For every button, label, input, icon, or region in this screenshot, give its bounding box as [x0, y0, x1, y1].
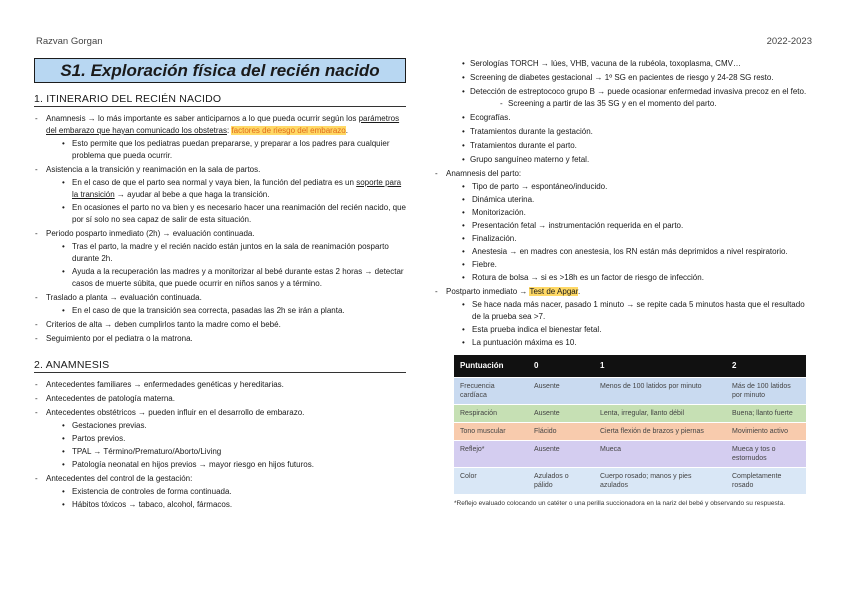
table-cell: Buena; llanto fuerte [726, 405, 806, 423]
sub-list-item: • En ocasiones el parto no va bien y es necesario hacer una reanimación del recién nacido, que por sí solo no sea capaz de salir de esta situación. [46, 202, 406, 226]
list-item-text: → ayudar al bebe a que haga la transición. [114, 190, 270, 199]
table-row [454, 405, 806, 423]
page-title: S1. Exploración física del recién nacido [34, 58, 406, 83]
sub-list-item: • Ayuda a la recuperación las madres y a monitorizar al bebé durante estas 2 horas → detectar casos de muerte súbita, que puede ocurrir en niños sanos y a término. [46, 266, 406, 290]
list-item: • Grupo sanguíneo materno y fetal. [444, 154, 814, 166]
sub-list-item: • Partos previos. [46, 433, 406, 445]
sub-list-item: • La puntuación máxima es 10. [446, 337, 814, 349]
list-item [434, 286, 814, 349]
sub-list-item: • Hábitos tóxicos → tabaco, alcohol, fármacos. [46, 499, 406, 511]
list-item: • Tratamientos durante el parto. [444, 140, 814, 152]
sub-list-item: • Tras el parto, la madre y el recién nacido están juntos en la sala de reanimación posparto durante 2h. [46, 241, 406, 265]
list-item-text: . [345, 126, 348, 135]
list-item: - Criterios de alta → deben cumplirlos tanto la madre como el bebé. [34, 319, 406, 331]
table-header-cell: 0 [528, 355, 594, 378]
sub-list-item: • Gestaciones previas. [46, 420, 406, 432]
sub-list-item: • Monitorización. [446, 207, 814, 219]
list-item-text: Asistencia a la transición y reanimación en la sala de partos. [46, 165, 261, 174]
apgar-table [454, 355, 806, 494]
sub-list-item: • Rotura de bolsa → si es >18h es un factor de riesgo de infección. [446, 272, 814, 284]
list-item-text: . [577, 287, 581, 296]
itinerario-list [34, 113, 406, 345]
table-row [454, 441, 806, 468]
table-cell: Ausente [528, 441, 594, 468]
sub-list-item: • TPAL → Término/Prematuro/Aborto/Living [46, 446, 406, 458]
table-header-cell: 1 [594, 355, 726, 378]
sub-list-item: • En el caso de que la transición sea correcta, pasadas las 2h se irán a planta. [46, 305, 406, 317]
table-cell: Mueca [594, 441, 726, 468]
highlighted-text: Test de Apgar [529, 287, 578, 296]
list-item: - Antecedentes familiares → enfermedades genéticas y hereditarias. [34, 379, 406, 391]
sub-list-item: • Se hace nada más nacer, pasado 1 minuto → se repite cada 5 minutos hasta que el resultado de la prueba sea >7. [446, 299, 814, 323]
list-item [34, 228, 406, 290]
list-item-text: Anamnesis → lo más importante es saber anticiparnos a lo que pueda ocurrir según los [46, 114, 359, 123]
section-heading-itinerario: 1. ITINERARIO DEL RECIÉN NACIDO [34, 93, 406, 107]
sub-list-item: • Esta prueba indica el bienestar fetal. [446, 324, 814, 336]
list-item: • Tratamientos durante la gestación. [444, 126, 814, 138]
table-cell: Movimiento activo [726, 423, 806, 441]
table-header-cell: 2 [726, 355, 806, 378]
list-item [34, 164, 406, 226]
table-cell: Flácido [528, 423, 594, 441]
underlined-text: soporte para la transición [72, 178, 402, 199]
sub-list-item: • Presentación fetal → instrumentación requerida en el parto. [446, 220, 814, 232]
right-column [444, 58, 814, 510]
sub-list-item: • Existencia de controles de forma continuada. [46, 486, 406, 498]
list-item-text: Anamnesis del parto: [446, 169, 522, 178]
list-item: - Antecedentes de patología materna. [34, 393, 406, 405]
table-cell: Respiración [454, 405, 528, 423]
underlined-text: parámetros del embarazo que hayan comunicado los obstetras [46, 114, 400, 135]
list-item: - Seguimiento por el pediatra o la matrona. [34, 333, 406, 345]
section-heading-anamnesis: 2. ANAMNESIS [34, 359, 406, 373]
list-item [34, 407, 406, 471]
table-row [454, 378, 806, 405]
list-item: • Ecografías. [444, 112, 814, 124]
list-item-text: Postparto inmediato → [446, 287, 530, 296]
list-item [444, 86, 814, 110]
sub-list-item: • Tipo de parto → espontáneo/inducido. [446, 181, 814, 193]
list-item [34, 473, 406, 511]
table-cell: Reflejo* [454, 441, 528, 468]
list-item-text: Traslado a planta → evaluación continuada. [46, 293, 202, 302]
list-item-text: En el caso de que el parto sea normal y vaya bien, la función del pediatra es un [72, 178, 357, 187]
table-cell: Más de 100 latidos por minuto [726, 378, 806, 405]
sub-list-item: • Anestesia → en madres con anestesia, los RN están más deprimidos a nivel respiratorio. [446, 246, 814, 258]
list-item: • Serologías TORCH → lúes, VHB, vacuna de la rubéola, toxoplasma, CMV… [444, 58, 814, 70]
table-cell: Azulados o pálido [528, 468, 594, 495]
table-cell: Frecuencia cardíaca [454, 378, 528, 405]
table-cell: Ausente [528, 378, 594, 405]
table-cell: Color [454, 468, 528, 495]
table-cell: Tono muscular [454, 423, 528, 441]
sub-list-item: • Fiebre. [446, 259, 814, 271]
list-item-text: Periodo posparto inmediato (2h) → evaluación continuada. [46, 229, 255, 238]
sub-list-item: • Esto permite que los pediatras puedan prepararse, y preparar a los padres para cualquier problema que pueda ocurrir. [46, 138, 406, 162]
left-column [34, 58, 406, 513]
header-year: 2022-2023 [766, 36, 812, 47]
header-author: Razvan Gorgan [36, 36, 103, 47]
table-cell: Lenta, irregular, llanto débil [594, 405, 726, 423]
table-cell: Mueca y tos o estornudos [726, 441, 806, 468]
highlighted-text: factores de riesgo del embarazo [231, 126, 346, 135]
table-cell: Completamente rosado [726, 468, 806, 495]
list-item: • Screening de diabetes gestacional → 1º SG en pacientes de riesgo y 24-28 SG resto. [444, 72, 814, 84]
delivery-anamnesis-list [434, 168, 814, 349]
gestation-control-list [444, 58, 814, 166]
sub-list-item: • Finalización. [446, 233, 814, 245]
list-item-text: : [227, 126, 232, 135]
table-row [454, 423, 806, 441]
list-item [34, 113, 406, 162]
list-item-text: Detección de estreptococo grupo B → puede ocasionar enfermedad invasiva precoz en el feto. [470, 87, 807, 96]
table-row [454, 468, 806, 495]
table-cell: Cuerpo rosado; manos y pies azulados [594, 468, 726, 495]
table-cell: Menos de 100 latidos por minuto [594, 378, 726, 405]
table-header-row [454, 355, 806, 378]
table-footnote: *Reflejo evaluado colocando un catéter o una perilla succionadora en la nariz del bebé y observando su respuesta. [454, 500, 785, 507]
sub-list-item: - Screening a partir de las 35 SG y en el momento del parto. [470, 98, 814, 110]
sub-list-item: • Patología neonatal en hijos previos → mayor riesgo en hijos futuros. [46, 459, 406, 471]
table-header-cell: Puntuación [454, 355, 528, 378]
list-item-text: Antecedentes obstétricos → pueden influir en el desarrollo de embarazo. [46, 408, 305, 417]
list-item [434, 168, 814, 284]
table-cell: Cierta flexión de brazos y piernas [594, 423, 726, 441]
list-item-text: Antecedentes del control de la gestación: [46, 474, 193, 483]
sub-list-item [46, 177, 406, 201]
sub-list-item: • Dinámica uterina. [446, 194, 814, 206]
list-item [34, 292, 406, 317]
table-cell: Ausente [528, 405, 594, 423]
anamnesis-list [34, 379, 406, 511]
